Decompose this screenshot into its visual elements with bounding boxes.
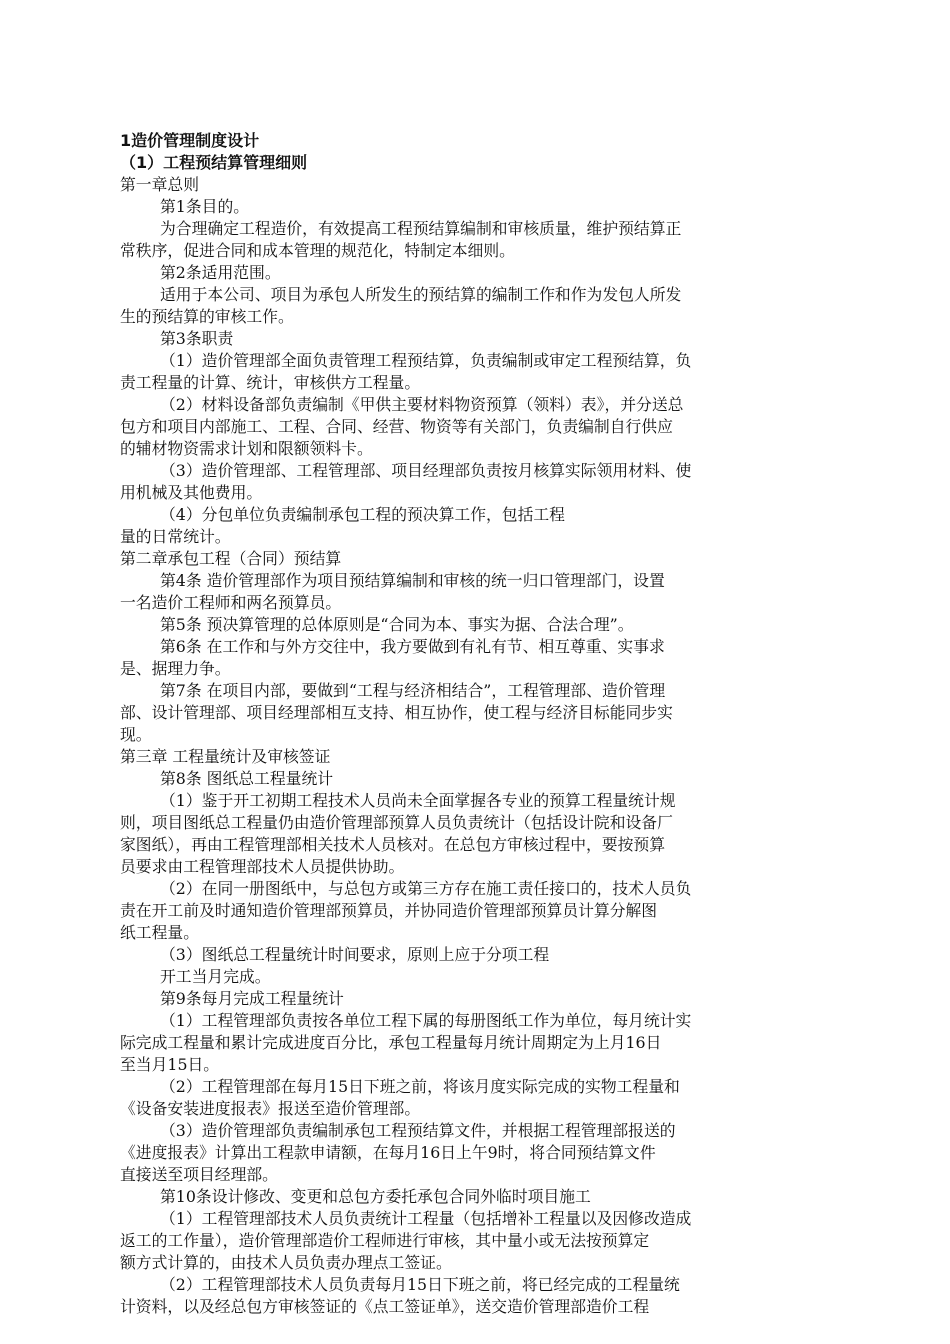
paragraph-line: （2）在同一册图纸中，与总包方或第三方存在施工责任接口的，技术人员负 — [160, 879, 692, 898]
paragraph-line: 至当月15日。 — [120, 1055, 220, 1074]
article-heading: 第2条适用范围。 — [160, 263, 281, 282]
paragraph-line: 返工的工作量），造价管理部造价工程师进行审核，其中量小或无法按预算定 — [120, 1231, 650, 1250]
article-heading: 第8条 图纸总工程量统计 — [160, 769, 334, 788]
paragraph-line: （1）鉴于开工初期工程技术人员尚未全面掌握各专业的预算工程量统计规 — [160, 791, 676, 810]
paragraph-line: 《进度报表》计算出工程款申请额，在每月16日上午9时，将合同预结算文件 — [120, 1143, 656, 1162]
article-heading: 第1条目的。 — [160, 197, 250, 216]
paragraph-line: 际完成工程量和累计完成进度百分比，承包工程量每月统计周期定为上月16日 — [120, 1033, 662, 1052]
paragraph-line: 计资料，以及经总包方审核签证的《点工签证单》，送交造价管理部造价工程 — [120, 1297, 650, 1316]
paragraph-line: （4）分包单位负责编制承包工程的预决算工作，包括工程 — [160, 505, 565, 524]
paragraph-line: （2）工程管理部在每月15日下班之前，将该月度实际完成的实物工程量和 — [160, 1077, 680, 1096]
paragraph-line: 直接送至项目经理部。 — [120, 1165, 278, 1184]
paragraph-line: 责在开工前及时通知造价管理部预算员，并协同造价管理部预算员计算分解图 — [120, 901, 658, 920]
paragraph-line: （3）造价管理部、工程管理部、项目经理部负责按月核算实际领用材料、使 — [160, 461, 692, 480]
section-heading: 1造价管理制度设计 — [120, 131, 260, 150]
paragraph-line: 生的预结算的审核工作。 — [120, 307, 294, 326]
paragraph-line: （2）材料设备部负责编制《甲供主要材料物资预算（领料）表》，并分送总 — [160, 395, 684, 414]
chapter-heading: 第二章承包工程（合同）预结算 — [120, 549, 342, 568]
paragraph-line: 第4条 造价管理部作为项目预结算编制和审核的统一归口管理部门，设置 — [160, 571, 665, 590]
paragraph-line: 的辅材物资需求计划和限额领料卡。 — [120, 439, 373, 458]
paragraph-line: 用机械及其他费用。 — [120, 483, 263, 502]
paragraph-line: 责工程量的计算、统计，审核供方工程量。 — [120, 373, 421, 392]
paragraph-line: 常秩序，促进合同和成本管理的规范化，特制定本细则。 — [120, 241, 515, 260]
paragraph-line: 则，项目图纸总工程量仍由造价管理部预算人员负责统计（包括设计院和设备厂 — [120, 813, 673, 832]
chapter-heading: 第三章 工程量统计及审核签证 — [120, 747, 331, 766]
subsection-heading: （1）工程预结算管理细则 — [120, 153, 308, 172]
paragraph-line: （1）工程管理部负责按各单位工程下属的每册图纸工作为单位，每月统计实 — [160, 1011, 692, 1030]
paragraph-line: 第7条 在项目内部，要做到“工程与经济相结合”，工程管理部、造价管理 — [160, 681, 666, 700]
paragraph-line: 为合理确定工程造价，有效提高工程预结算编制和审核质量，维护预结算正 — [160, 219, 682, 238]
paragraph-line: 适用于本公司、项目为承包人所发生的预结算的编制工作和作为发包人所发 — [160, 285, 682, 304]
paragraph-line: （3）图纸总工程量统计时间要求，原则上应于分项工程 — [160, 945, 550, 964]
paragraph-line: 第5条 预决算管理的总体原则是“合同为本、事实为据、合法合理”。 — [160, 615, 634, 634]
paragraph-line: 量的日常统计。 — [120, 527, 231, 546]
article-heading: 第9条每月完成工程量统计 — [160, 989, 344, 1008]
paragraph-line: 包方和项目内部施工、工程、合同、经营、物资等有关部门，负责编制自行供应 — [120, 417, 673, 436]
paragraph-line: 员要求由工程管理部技术人员提供协助。 — [120, 857, 405, 876]
paragraph-line: （1）工程管理部技术人员负责统计工程量（包括增补工程量以及因修改造成 — [160, 1209, 692, 1228]
paragraph-line: （3）造价管理部负责编制承包工程预结算文件，并根据工程管理部报送的 — [160, 1121, 676, 1140]
paragraph-line: 一名造价工程师和两名预算员。 — [120, 593, 342, 612]
chapter-heading: 第一章总则 — [120, 175, 199, 194]
paragraph-line: 额方式计算的，由技术人员负责办理点工签证。 — [120, 1253, 452, 1272]
paragraph-line: 开工当月完成。 — [160, 967, 271, 986]
paragraph-line: （2）工程管理部技术人员负责每月15日下班之前，将已经完成的工程量统 — [160, 1275, 680, 1294]
article-heading: 第3条职责 — [160, 329, 234, 348]
paragraph-line: 纸工程量。 — [120, 923, 199, 942]
paragraph-line: 《设备安装进度报表》报送至造价管理部。 — [120, 1099, 421, 1118]
article-heading: 第10条设计修改、变更和总包方委托承包合同外临时项目施工 — [160, 1187, 591, 1206]
paragraph-line: 第6条 在工作和与外方交往中，我方要做到有礼有节、相互尊重、实事求 — [160, 637, 665, 656]
paragraph-line: 现。 — [120, 725, 152, 744]
paragraph-line: （1）造价管理部全面负责管理工程预结算，负责编制或审定工程预结算，负 — [160, 351, 692, 370]
paragraph-line: 家图纸），再由工程管理部相关技术人员核对。在总包方审核过程中，要按预算 — [120, 835, 665, 854]
paragraph-line: 部、设计管理部、项目经理部相互支持、相互协作，使工程与经济目标能同步实 — [120, 703, 673, 722]
paragraph-line: 是、据理力争。 — [120, 659, 231, 678]
